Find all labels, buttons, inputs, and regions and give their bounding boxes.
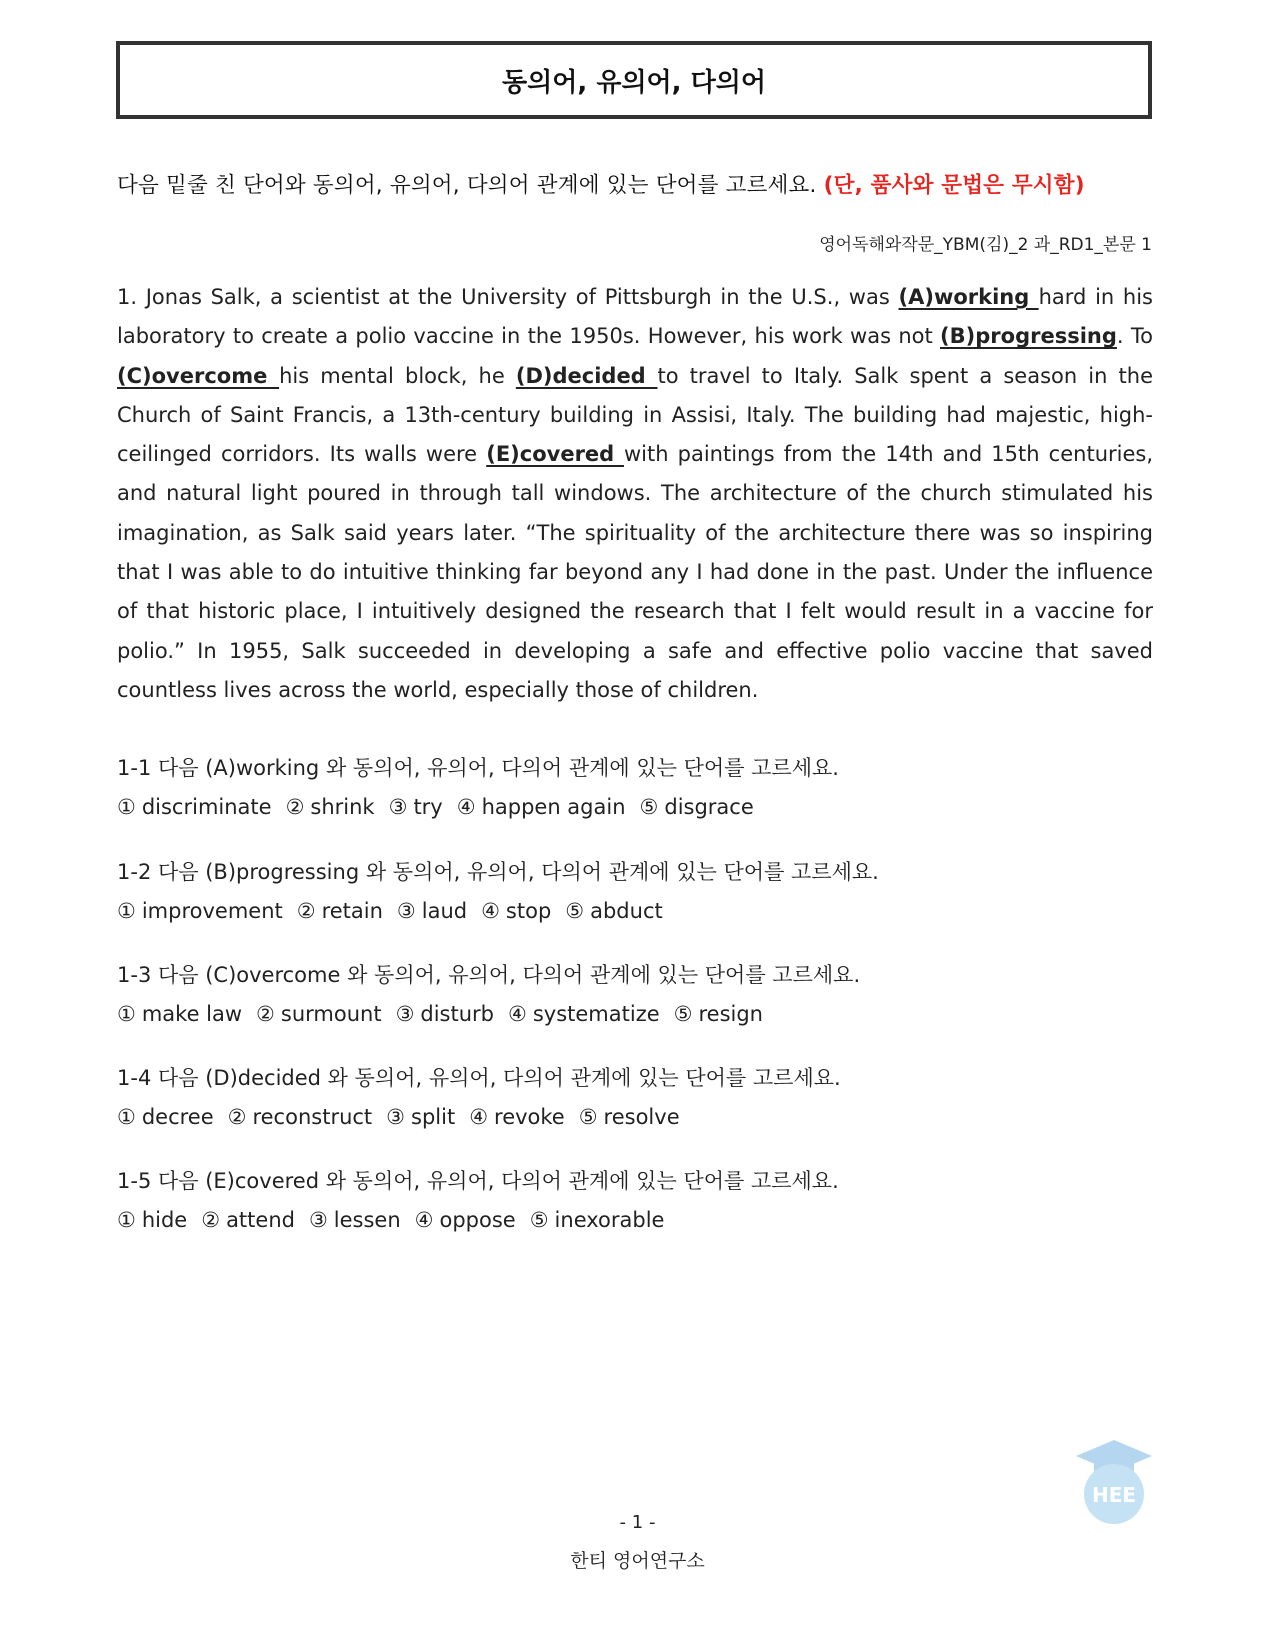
- answer-choice[interactable]: [565, 899, 662, 923]
- choice-text: discriminate: [141, 795, 272, 819]
- choice-number: ⑤: [639, 795, 659, 819]
- passage-text: with paintings from the 14th and 15th centuries, and natural light poured in through tall windows. The architecture of the church stimulated his imagination, as Salk said years later. “The spirituality of the architecture there was so inspiring that I was able to do intuitive thinking far beyond any I had done in the past. Under the influence of that historic place, I intuitively designed the research that I felt would result in a vaccine for polio.” In 1955, Salk succeeded in developing a safe and effective polio vaccine that saved countless lives across the world, especially those of children.: [117, 442, 1154, 702]
- choice-list: [117, 1105, 694, 1129]
- choice-text: hide: [141, 1208, 188, 1232]
- instruction: [117, 168, 1157, 199]
- choice-number: ④: [456, 795, 476, 819]
- answer-choice[interactable]: [228, 1105, 373, 1129]
- choice-text: make law: [141, 1002, 243, 1026]
- choice-number: ③: [308, 1208, 328, 1232]
- choice-number: ①: [117, 795, 136, 819]
- answer-choice[interactable]: [389, 795, 443, 819]
- hee-logo: [1074, 1438, 1154, 1528]
- choice-text: disgrace: [664, 795, 754, 819]
- instruction-text: 다음 밑줄 친 단어와 동의어, 유의어, 다의어 관계에 있는 단어를 고르세요.: [117, 173, 824, 198]
- question-prompt: 1-5 다음 (E)covered 와 동의어, 유의어, 다의어 관계에 있는 단어를 고르세요.: [117, 1169, 839, 1193]
- choice-number: ①: [117, 1105, 136, 1129]
- passage-text: hard in his laboratory to create a polio vaccine in the 1950s. However, his work was not: [117, 285, 1153, 349]
- choice-number: ③: [386, 1105, 405, 1129]
- footer-text: 한티 영어연구소: [570, 1550, 705, 1572]
- instruction-note: (단, 품사와 문법은 무시함): [823, 173, 1085, 198]
- choice-number: ③: [395, 1002, 415, 1026]
- choice-text: lessen: [333, 1208, 401, 1232]
- choice-number: ①: [117, 1002, 136, 1026]
- choice-number: ①: [117, 899, 136, 923]
- answer-choice[interactable]: [286, 795, 375, 819]
- choice-list: [117, 1002, 777, 1026]
- answer-choice[interactable]: [469, 1105, 565, 1129]
- choice-list: [117, 899, 677, 923]
- choice-text: abduct: [590, 899, 663, 923]
- answer-choice[interactable]: [256, 1002, 382, 1026]
- question-block: [117, 1165, 839, 1232]
- choice-text: improvement: [141, 899, 283, 923]
- choice-number: ④: [481, 899, 500, 923]
- answer-choice[interactable]: [415, 1208, 516, 1232]
- answer-choice[interactable]: [386, 1105, 455, 1129]
- choice-text: resign: [698, 1002, 763, 1026]
- answer-choice[interactable]: [481, 899, 551, 923]
- choice-number: ②: [201, 1208, 221, 1232]
- question-block: [117, 752, 839, 819]
- choice-text: retain: [321, 899, 383, 923]
- question-block: [117, 1062, 841, 1129]
- underlined-word-b: (B)progressing: [940, 324, 1117, 349]
- choice-number: ②: [256, 1002, 275, 1026]
- choice-number: ②: [296, 899, 316, 923]
- choice-list: [117, 1208, 678, 1232]
- answer-choice[interactable]: [117, 795, 272, 819]
- answer-choice[interactable]: [397, 899, 467, 923]
- choice-text: laud: [421, 899, 468, 923]
- answer-choice[interactable]: [117, 899, 283, 923]
- answer-choice[interactable]: [530, 1208, 665, 1232]
- passage-text: 1. Jonas Salk, a scientist at the University of Pittsburgh in the U.S., was: [117, 285, 899, 309]
- underlined-word-a: (A)working: [898, 285, 1039, 309]
- choice-number: ⑤: [565, 899, 585, 923]
- underlined-word-d: (D)decided: [515, 363, 658, 388]
- passage-text: . To: [1116, 324, 1153, 349]
- answer-choice[interactable]: [396, 1002, 494, 1026]
- answer-choice[interactable]: [297, 899, 383, 923]
- choice-number: ③: [388, 795, 408, 819]
- question-block: [117, 959, 861, 1026]
- choice-text: systematize: [532, 1002, 660, 1026]
- choice-number: ④: [508, 1002, 527, 1026]
- answer-choice[interactable]: [508, 1002, 660, 1026]
- choice-number: ④: [469, 1105, 489, 1129]
- answer-choice[interactable]: [201, 1208, 295, 1232]
- question-prompt: 1-3 다음 (C)overcome 와 동의어, 유의어, 다의어 관계에 있는 단어를 고르세요.: [117, 963, 861, 987]
- choice-text: reconstruct: [252, 1105, 373, 1129]
- choice-text: disturb: [420, 1002, 495, 1026]
- answer-choice[interactable]: [674, 1002, 763, 1026]
- answer-choice[interactable]: [117, 1105, 214, 1129]
- choice-text: oppose: [439, 1208, 516, 1232]
- answer-choice[interactable]: [640, 795, 754, 819]
- choice-text: split: [411, 1105, 456, 1129]
- choice-number: ⑤: [529, 1208, 549, 1232]
- underlined-word-e: (E)covered: [486, 442, 624, 467]
- answer-choice[interactable]: [579, 1105, 680, 1129]
- choice-number: ①: [117, 1208, 136, 1232]
- choice-text: resolve: [603, 1105, 680, 1129]
- choice-number: ⑤: [578, 1105, 598, 1129]
- choice-text: decree: [141, 1105, 214, 1129]
- choice-list: [117, 795, 768, 819]
- question-prompt: 1-2 다음 (B)progressing 와 동의어, 유의어, 다의어 관계에 있는 단어를 고르세요.: [117, 860, 879, 884]
- choice-number: ④: [414, 1208, 434, 1232]
- passage-text: to travel to Italy. Salk spent a season in the Church of Saint Francis, a 13th-century building in Assisi, Italy. The building had majestic, high-ceilinged corridors. Its walls were: [117, 363, 1154, 467]
- choice-text: happen again: [481, 795, 626, 819]
- question-prompt: 1-4 다음 (D)decided 와 동의어, 유의어, 다의어 관계에 있는 단어를 고르세요.: [117, 1066, 841, 1090]
- underlined-word-c: (C)overcome: [117, 363, 280, 388]
- passage-text: his mental block, he: [279, 363, 516, 388]
- answer-choice[interactable]: [457, 795, 626, 819]
- choice-number: ③: [396, 899, 416, 923]
- question-block: [117, 856, 879, 923]
- choice-text: stop: [505, 899, 552, 923]
- choice-text: attend: [226, 1208, 295, 1232]
- reading-passage: [117, 278, 1153, 710]
- choice-number: ②: [227, 1105, 247, 1129]
- source-label: 영어독해와작문_YBM(김)_2 과_RD1_본문 1: [819, 235, 1152, 255]
- choice-text: surmount: [280, 1002, 382, 1026]
- choice-text: try: [413, 795, 443, 819]
- answer-choice[interactable]: [309, 1208, 401, 1232]
- choice-text: shrink: [310, 795, 375, 819]
- choice-text: inexorable: [554, 1208, 665, 1232]
- choice-text: revoke: [494, 1105, 565, 1129]
- choice-number: ②: [285, 795, 305, 819]
- answer-choice[interactable]: [117, 1002, 242, 1026]
- page-number: - 1 -: [619, 1512, 656, 1533]
- choice-number: ⑤: [673, 1002, 693, 1026]
- title-box: [116, 41, 1152, 119]
- page-title: 동의어, 유의어, 다의어: [502, 67, 766, 98]
- logo-text: HEE: [1091, 1483, 1137, 1507]
- question-prompt: 1-1 다음 (A)working 와 동의어, 유의어, 다의어 관계에 있는 단어를 고르세요.: [117, 756, 839, 780]
- answer-choice[interactable]: [117, 1208, 187, 1232]
